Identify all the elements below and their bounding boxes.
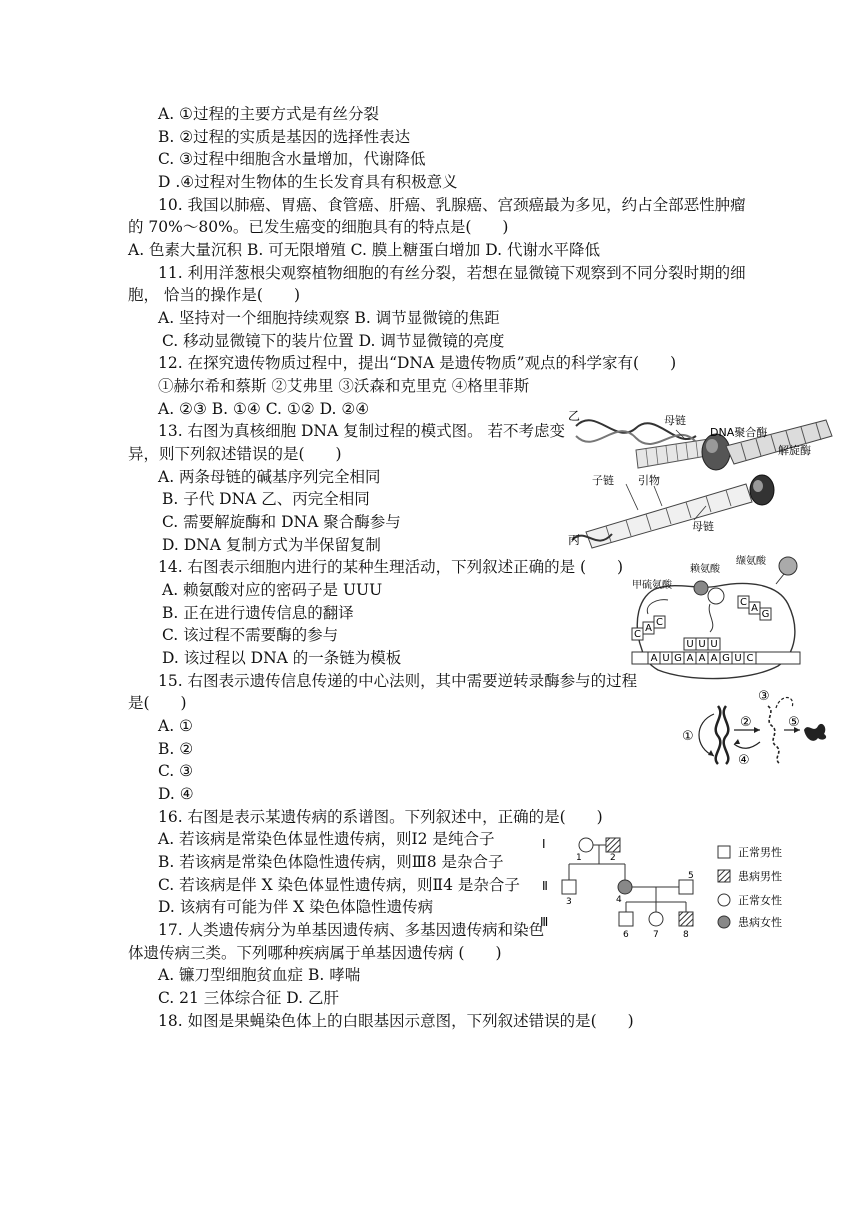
q12-options: A. ②③ B. ①④ C. ①② D. ②④ [158,400,370,418]
pedigree-figure [538,830,838,942]
q16-option-b: B. 若该病是常染色体隐性遗传病，则Ⅲ8 是杂合子 [158,853,504,871]
central-dogma-figure [680,686,840,770]
label-methionine: 甲硫氨酸 [632,580,672,591]
q16-option-a: A. 若该病是常染色体显性遗传病，则Ⅰ2 是纯合子 [158,830,495,848]
mrna-base: G [674,653,682,664]
q11-stem: 11. 利用洋葱根尖观察植物细胞的有丝分裂，若想在显微镜下观察到不同分裂时期的细 [158,264,746,282]
mrna-base: A [686,653,694,664]
anticodon-cag-base: G [761,609,770,620]
q13-option-d: D. DNA 复制方式为半保留复制 [162,536,381,554]
q13-option-c: C. 需要解旋酶和 DNA 聚合酶参与 [162,513,401,531]
mrna-base: C [746,653,754,664]
mrna-base: U [662,653,670,664]
dna-replication-figure [566,406,836,552]
q17-stem-cont: 体遗传病三类。下列哪种疾病属于单基因遗传病 ( ) [128,944,502,962]
q14-option-c: C. 该过程不需要酶的参与 [162,626,339,644]
label-helicase: 解旋酶 [778,444,811,457]
id-7: 7 [653,930,659,940]
id-8: 8 [683,930,689,940]
anticodon-cag-base: C [740,597,747,608]
q15-option-d: D. ④ [158,785,194,803]
q12-stem: 12. 在探究遗传物质过程中，提出“DNA 是遗传物质”观点的科学家有( ) [158,354,677,372]
q10-stem: 10. 我国以肺癌、胃癌、食管癌、肝癌、乳腺癌、宫颈癌最为多见，约占全部恶性肿瘤 [158,196,746,214]
label-daughter-strand: 子链 [592,474,614,487]
q16-option-c: C. 若该病是伴 X 染色体显性遗传病，则Ⅱ4 是杂合子 [158,876,520,894]
q10-options: A. 色素大量沉积 B. 可无限增殖 C. 膜上糖蛋白增加 D. 代谢水平降低 [128,241,600,259]
anticodon-uuu-base: U [686,639,694,650]
q18-stem: 18. 如图是果蝇染色体上的白眼基因示意图，下列叙述错误的是( ) [158,1012,634,1030]
anticodon-cac-base: A [645,623,652,634]
q9-option-b: B. ②过程的实质是基因的选择性表达 [158,128,411,146]
q14-option-b: B. 正在进行遗传信息的翻译 [162,604,354,622]
q15-option-c: C. ③ [158,762,194,780]
legend-affected-male: 患病男性 [738,870,782,883]
q13-option-a: A. 两条母链的碱基序列完全相同 [158,468,381,486]
label-parent-strand-top: 母链 [664,414,686,427]
legend-normal-female: 正常女性 [738,894,782,907]
q9-option-a: A. ①过程的主要方式是有丝分裂 [158,105,379,123]
q13-stem: 13. 右图为真核细胞 DNA 复制过程的模式图。 若不考虑变 [158,422,566,440]
mrna-base: A [698,653,706,664]
mrna-base: G [722,653,730,664]
q10-stem-cont: 的 70%～80%。已发生癌变的细胞具有的特点是( ) [128,218,509,236]
label-primer: 引物 [638,474,660,487]
id-6: 6 [623,930,629,940]
anticodon-cag-base: A [751,603,758,614]
q11-options-cd: C. 移动显微镜下的装片位置 D. 调节显微镜的亮度 [162,332,505,350]
gen-label-3: Ⅲ [540,915,549,929]
anticodon-cac-base: C [656,617,663,628]
label-process-1: ① [682,729,694,744]
q12-scientists: ①赫尔希和蔡斯 ②艾弗里 ③沃森和克里克 ④格里菲斯 [158,377,530,395]
q14-stem: 14. 右图表示细胞内进行的某种生理活动，下列叙述正确的是 ( ) [158,558,624,576]
label-valine: 缬氨酸 [736,556,766,567]
q17-stem: 17. 人类遗传病分为单基因遗传病、多基因遗传病和染色 [158,921,545,939]
mrna-base: A [710,653,718,664]
legend-affected-female: 患病女性 [738,916,782,929]
q13-stem-cont: 异，则下列叙述错误的是( ) [128,445,342,463]
label-process-3: ③ [758,689,770,704]
label-dna-polymerase: DNA聚合酶 [710,426,768,439]
label-yi: 乙 [568,409,581,423]
q15-stem-cont: 是( ) [128,694,187,712]
id-2: 2 [610,853,616,863]
q9-option-c: C. ③过程中细胞含水量增加，代谢降低 [158,150,426,168]
id-3: 3 [566,897,572,907]
mrna-base: U [734,653,742,664]
q16-option-d: D. 该病有可能为伴 X 染色体隐性遗传病 [158,898,434,916]
gen-label-2: Ⅱ [542,879,548,893]
q14-option-d: D. 该过程以 DNA 的一条链为模板 [162,649,402,667]
gen-label-1: Ⅰ [542,837,546,851]
label-process-5: ⑤ [788,715,800,730]
q16-stem: 16. 右图是表示某遗传病的系谱图。下列叙述中，正确的是( ) [158,808,603,826]
id-5: 5 [688,871,694,881]
label-process-4: ④ [738,753,750,768]
q14-option-a: A. 赖氨酸对应的密码子是 UUU [162,581,383,599]
anticodon-uuu-base: U [710,639,718,650]
label-bing: 丙 [568,533,581,547]
id-1: 1 [576,853,582,863]
q17-options-cd: C. 21 三体综合征 D. 乙肝 [158,989,339,1007]
label-process-2: ② [740,715,752,730]
anticodon-uuu-base: U [698,639,706,650]
q13-option-b: B. 子代 DNA 乙、丙完全相同 [162,490,370,508]
anticodon-cac-base: C [634,629,641,640]
q15-option-a: A. ① [158,717,193,735]
q17-options-ab: A. 镰刀型细胞贫血症 B. 哮喘 [158,966,361,984]
mrna-base: A [650,653,658,664]
id-4: 4 [616,895,622,905]
q15-option-b: B. ② [158,740,194,758]
q15-stem: 15. 右图表示遗传信息传递的中心法则，其中需要逆转录酶参与的过程 [158,672,638,690]
translation-figure [628,554,806,688]
q9-option-d: D .④过程对生物体的生长发育具有积极意义 [158,173,458,191]
label-parent-strand-bottom: 母链 [692,520,714,533]
q11-stem-cont: 胞， 恰当的操作是( ) [128,286,301,304]
q11-options-ab: A. 坚持对一个细胞持续观察 B. 调节显微镜的焦距 [158,309,500,327]
legend-normal-male: 正常男性 [738,846,782,859]
label-lysine: 赖氨酸 [690,564,720,575]
